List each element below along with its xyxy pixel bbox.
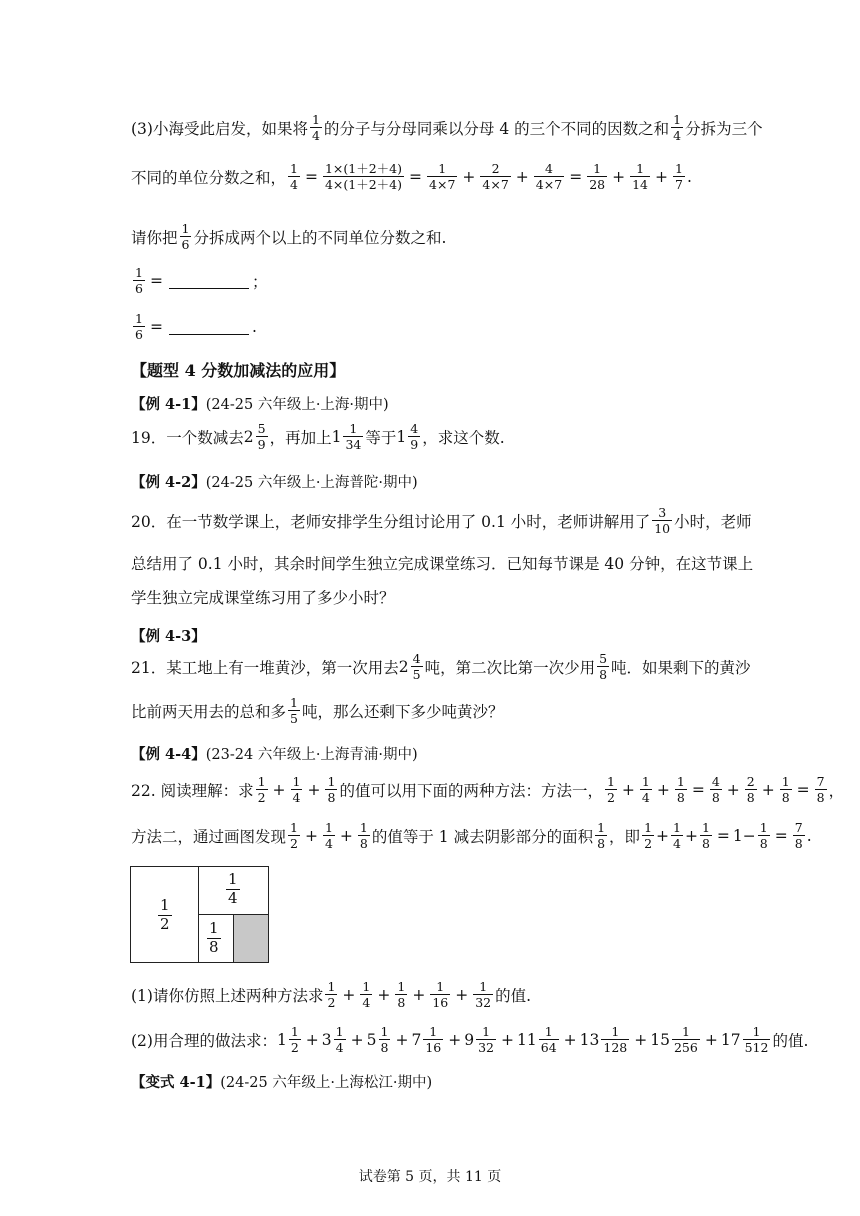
area-diagram (130, 866, 269, 963)
example-4-4-header: 【例 4-4】(23-24 六年级上·上海青浦·期中) (131, 746, 418, 763)
question-19: 19．一个数减去 2 $\frac{5}{9}$ ，再加上 1 $\frac{1}{34}$ 等于 1 $\frac{4}{9}$ ，求这个数. (131, 421, 505, 453)
q18-part3-line3: 请你把 $\frac{1}{6}$ 分拆成两个以上的不同单位分数之和. (131, 221, 447, 253)
example-4-3-header: 【例 4-3】 (131, 628, 206, 645)
label-eighth: $\frac{1}{8}$ (209, 919, 219, 956)
question-20-line3: 学生独立完成课堂练习用了多少小时？ (131, 589, 395, 607)
section-title: 【题型 4 分数加减法的应用】 (131, 361, 346, 380)
question-21-line1: 21．某工地上有一堆黄沙，第一次用去 2 $\frac{4}{5}$ 吨，第二次比第一次少用 $\frac{5}{8}$ 吨．如果剩下的黄沙 (131, 651, 751, 683)
question-20-line2: 总结用了 0.1 小时，其余时间学生独立完成课堂练习．已知每节课是 40 分钟，在这节课上 (131, 555, 754, 573)
answer-blank[interactable] (169, 318, 249, 335)
question-22-line1: 22. 阅读理解：求 $\frac{1}{2}$ + $\frac{1}{4}$ + $\frac{1}{8}$ 的值可以用下面的两种方法：方法一， $\frac{1}{2}$ + $\frac{1}{4}$ + $\frac{1}{8}$ = $\frac{4}{8}$ + $\frac{2}{8}$ + $\frac{1}{8}$ = $\frac{7}{8}$ ， (131, 774, 845, 806)
question-21-line2: 比前两天用去的总和多 $\frac{1}{5}$ 吨，那么还剩下多少吨黄沙？ (131, 695, 504, 727)
example-4-1-header: 【例 4-1】(24-25 六年级上·上海·期中) (131, 396, 389, 413)
variant-4-1-header: 【变式 4-1】(24-25 六年级上·上海松江·期中) (131, 1074, 433, 1091)
question-22-part2: (2)用合理的做法求： 1 $\frac{1}{2}$ + 3 $\frac{1}{4}$ + 5 $\frac{1}{8}$ + 7 $\frac{1}{16}$ + 9 $\frac{1}{32}$ + 11 $\frac{1}{64}$ + 13 $\frac{1}{128}$ + 15 $\frac{1}{256}$ + 17 $\frac{1}{512}$ 的值. (131, 1024, 809, 1056)
q18-part3-line2: 不同的单位分数之和， $\frac{1}{4}$ = $\frac{1\times(1+2+4)}{4\times(1+2+4)}$ = $\frac{1}{4\times 7}$ + $\frac{2}{4\times 7}$ + $\frac{4}{4\times 7}$ = $\frac{1}{28}$ + $\frac{1}{14}$ + $\frac{1}{7}$ . (131, 161, 692, 193)
answer-line-2: $\frac{1}{6}$ = . (135, 311, 257, 343)
expr-fraction: $\frac{1\times(1+2+4)}{4\times(1+2+4)}$ (324, 161, 403, 193)
q18-part3-line1: (3)小海受此启发，如果将 $\frac{1}{4}$ 的分子与分母同乘以分母 4 的三个不同的因数之和 $\frac{1}{4}$ 分拆为三个 (131, 112, 763, 144)
page-footer: 试卷第 5 页，共 11 页 (358, 1169, 502, 1185)
answer-blank[interactable] (169, 272, 249, 289)
label-half: $\frac{1}{2}$ (160, 896, 170, 933)
fraction: $\frac{1}{4}$ (311, 112, 320, 144)
example-4-2-header: 【例 4-2】(24-25 六年级上·上海普陀·期中) (131, 474, 418, 491)
question-20-line1: 20．在一节数学课上，老师安排学生分组讨论用了 0.1 小时，老师讲解用了 $\frac{3}{10}$ 小时，老师 (131, 505, 752, 537)
fraction: $\frac{1}{4}$ (673, 112, 682, 144)
question-22-part1: (1)请你仿照上述两种方法求 $\frac{1}{2}$ + $\frac{1}{4}$ + $\frac{1}{8}$ + $\frac{1}{16}$ + $\frac{1}{32}$ 的值. (131, 979, 532, 1011)
answer-line-1: $\frac{1}{6}$ = ； (135, 265, 268, 297)
label-quarter: $\frac{1}{4}$ (228, 870, 238, 907)
diagram-shaded-region (233, 914, 269, 963)
question-22-line2: 方法二，通过画图发现 $\frac{1}{2}$ + $\frac{1}{4}$ + $\frac{1}{8}$ 的值等于 1 减去阴影部分的面积 $\frac{1}{8}$ ，即 $\frac{1}{2}$ + $\frac{1}{4}$ + $\frac{1}{8}$ = 1− $\frac{1}{8}$ = $\frac{7}{8}$ . (131, 820, 812, 852)
